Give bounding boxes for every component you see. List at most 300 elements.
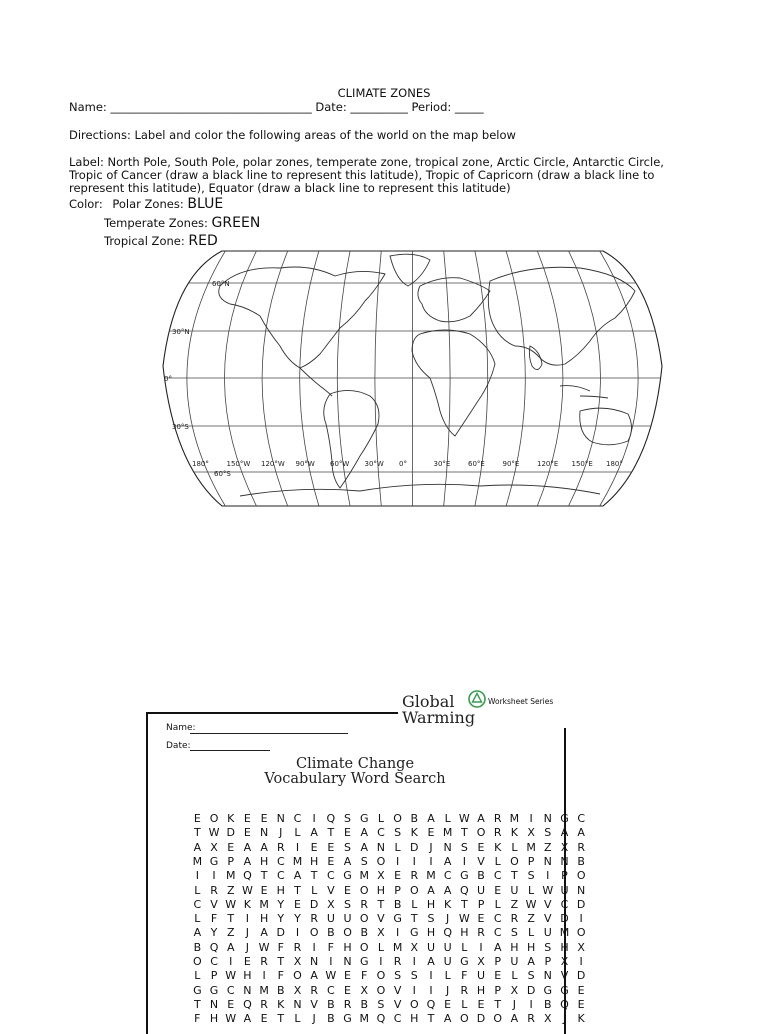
word-search-letter[interactable]: R: [260, 955, 268, 968]
word-search-letter[interactable]: E: [577, 997, 585, 1011]
word-search-letter[interactable]: B: [360, 997, 368, 1011]
word-search-letter[interactable]: U: [326, 912, 335, 926]
word-search-letter[interactable]: O: [576, 926, 586, 940]
word-search-letter[interactable]: L: [294, 826, 301, 840]
word-search-letter[interactable]: P: [527, 854, 535, 868]
word-search-letter[interactable]: B: [193, 940, 202, 954]
word-search-letter[interactable]: L: [494, 897, 501, 911]
word-search-letter[interactable]: Q: [426, 997, 436, 1011]
word-search-letter[interactable]: W: [458, 912, 470, 926]
word-search-letter[interactable]: V: [560, 969, 569, 983]
word-search-letter[interactable]: L: [511, 969, 518, 983]
word-search-letter[interactable]: G: [460, 955, 469, 968]
word-search-letter[interactable]: B: [577, 854, 585, 868]
word-search-letter[interactable]: Q: [209, 940, 219, 954]
word-search-letter[interactable]: L: [511, 840, 518, 854]
word-search-letter[interactable]: S: [544, 826, 552, 840]
word-search-letter[interactable]: U: [560, 883, 569, 897]
word-search-letter[interactable]: I: [479, 940, 483, 954]
word-search-letter[interactable]: I: [195, 869, 199, 883]
word-search-letter[interactable]: J: [446, 912, 450, 926]
word-search-letter[interactable]: I: [429, 969, 433, 983]
word-search-letter[interactable]: A: [360, 840, 368, 854]
word-search-letter[interactable]: G: [209, 983, 219, 997]
word-search-letter[interactable]: M: [192, 854, 203, 868]
word-search-letter[interactable]: E: [444, 997, 452, 1011]
word-search-letter[interactable]: O: [476, 826, 486, 840]
word-search-letter[interactable]: Q: [243, 869, 252, 883]
word-search-letter[interactable]: U: [477, 969, 486, 983]
word-search-letter[interactable]: H: [426, 926, 436, 940]
word-search-letter[interactable]: T: [494, 997, 502, 1011]
word-search-letter[interactable]: O: [209, 812, 219, 825]
word-search-letter[interactable]: H: [410, 1012, 419, 1026]
word-search-letter[interactable]: T: [260, 869, 268, 883]
word-search-letter[interactable]: R: [493, 812, 502, 825]
word-search-letter[interactable]: O: [409, 883, 419, 897]
word-search-letter[interactable]: C: [327, 869, 335, 883]
word-search-letter[interactable]: W: [525, 897, 537, 911]
word-search-letter[interactable]: H: [209, 1012, 219, 1026]
word-search-letter[interactable]: H: [343, 940, 352, 954]
word-search-letter[interactable]: L: [444, 969, 451, 983]
word-search-letter[interactable]: J: [312, 1012, 316, 1026]
word-search-letter[interactable]: V: [377, 912, 385, 926]
word-search-letter[interactable]: G: [359, 812, 369, 825]
word-search-letter[interactable]: O: [359, 912, 369, 926]
word-search-letter[interactable]: J: [245, 926, 250, 940]
word-search-letter[interactable]: O: [309, 926, 319, 940]
word-search-letter[interactable]: T: [511, 869, 518, 883]
word-search-letter[interactable]: E: [310, 840, 318, 854]
word-search-letter[interactable]: D: [526, 983, 536, 997]
ws-date-blank[interactable]: [190, 750, 270, 751]
word-search-letter[interactable]: U: [477, 883, 486, 897]
word-search-letter[interactable]: L: [461, 940, 468, 954]
word-search-letter[interactable]: U: [543, 926, 552, 940]
word-search-letter[interactable]: Y: [277, 912, 285, 926]
word-search-letter[interactable]: E: [394, 869, 402, 883]
word-search-letter[interactable]: S: [510, 926, 518, 940]
word-search-letter[interactable]: R: [460, 983, 469, 997]
word-search-letter[interactable]: N: [577, 883, 586, 897]
word-search-letter[interactable]: N: [543, 969, 552, 983]
word-search-letter[interactable]: B: [477, 869, 485, 883]
word-search-letter[interactable]: Q: [560, 997, 569, 1011]
word-search-letter[interactable]: O: [376, 983, 386, 997]
word-search-letter[interactable]: N: [310, 955, 319, 968]
word-search-letter[interactable]: L: [411, 897, 418, 911]
word-search-letter[interactable]: E: [243, 812, 251, 825]
word-search-letter[interactable]: G: [343, 869, 352, 883]
word-search-letter[interactable]: E: [327, 854, 335, 868]
word-search-letter[interactable]: W: [225, 1012, 237, 1026]
word-search-letter[interactable]: P: [394, 883, 401, 897]
word-search-letter[interactable]: R: [343, 997, 352, 1011]
word-search-letter[interactable]: A: [510, 1012, 519, 1026]
word-search-letter[interactable]: V: [327, 883, 335, 897]
word-search-letter[interactable]: B: [544, 997, 552, 1011]
word-search-letter[interactable]: V: [544, 912, 552, 926]
word-search-letter[interactable]: U: [443, 955, 452, 968]
word-search-letter[interactable]: E: [427, 826, 435, 840]
word-search-letter[interactable]: I: [262, 969, 266, 983]
word-search-letter[interactable]: M: [442, 826, 453, 840]
word-search-letter[interactable]: P: [227, 854, 235, 868]
word-search-letter[interactable]: I: [529, 997, 533, 1011]
word-search-letter[interactable]: L: [377, 940, 384, 954]
word-search-letter[interactable]: S: [394, 969, 402, 983]
word-search-letter[interactable]: H: [276, 883, 285, 897]
word-search-letter[interactable]: L: [528, 926, 535, 940]
word-search-letter[interactable]: L: [194, 969, 201, 983]
word-search-letter[interactable]: E: [344, 969, 351, 983]
word-search-letter[interactable]: T: [427, 1012, 435, 1026]
word-search-letter[interactable]: G: [209, 854, 219, 868]
word-search-letter[interactable]: O: [393, 812, 402, 825]
word-search-letter[interactable]: I: [429, 854, 433, 868]
word-search-letter[interactable]: T: [193, 826, 201, 840]
word-search-letter[interactable]: E: [193, 812, 201, 825]
word-search-letter[interactable]: G: [193, 983, 202, 997]
word-search-letter[interactable]: P: [544, 955, 552, 968]
word-search-letter[interactable]: W: [225, 969, 237, 983]
word-search-letter[interactable]: A: [243, 1012, 252, 1026]
word-search-letter[interactable]: S: [544, 940, 552, 954]
word-search-letter[interactable]: J: [562, 1012, 567, 1026]
word-search-letter[interactable]: A: [443, 854, 452, 868]
word-search-letter[interactable]: G: [460, 869, 469, 883]
word-search-letter[interactable]: E: [494, 969, 502, 983]
word-search-letter[interactable]: J: [429, 840, 433, 854]
word-search-letter[interactable]: C: [327, 983, 335, 997]
word-search-letter[interactable]: T: [277, 955, 285, 968]
word-search-letter[interactable]: H: [259, 912, 269, 926]
word-search-letter[interactable]: K: [444, 897, 452, 911]
word-search-letter[interactable]: K: [510, 826, 519, 840]
word-search-letter[interactable]: E: [494, 883, 502, 897]
word-search-letter[interactable]: C: [393, 1012, 402, 1026]
word-search-letter[interactable]: R: [510, 912, 519, 926]
word-search-letter[interactable]: T: [460, 826, 468, 840]
word-search-letter[interactable]: N: [209, 997, 219, 1011]
word-search-letter[interactable]: E: [260, 1012, 268, 1026]
word-search-letter[interactable]: W: [241, 883, 253, 897]
word-search-letter[interactable]: E: [344, 826, 351, 840]
word-search-letter[interactable]: R: [210, 883, 218, 897]
word-search-letter[interactable]: J: [245, 940, 250, 954]
word-search-letter[interactable]: T: [327, 826, 335, 840]
word-search-letter[interactable]: A: [343, 854, 352, 868]
word-search-letter[interactable]: E: [260, 812, 268, 825]
word-search-letter[interactable]: X: [210, 840, 218, 854]
word-search-letter[interactable]: X: [527, 826, 535, 840]
word-search-letter[interactable]: N: [276, 812, 285, 825]
word-search-letter[interactable]: A: [443, 883, 452, 897]
word-search-letter[interactable]: S: [527, 869, 535, 883]
word-search-letter[interactable]: A: [443, 1012, 452, 1026]
word-search-letter[interactable]: B: [327, 926, 335, 940]
word-search-letter[interactable]: M: [392, 940, 403, 954]
word-search-letter[interactable]: X: [577, 940, 585, 954]
word-search-letter[interactable]: R: [477, 926, 485, 940]
word-search-letter[interactable]: D: [276, 926, 286, 940]
word-search-letter[interactable]: V: [544, 897, 552, 911]
word-search-letter[interactable]: W: [208, 826, 220, 840]
word-search-letter[interactable]: K: [410, 826, 418, 840]
word-search-letter[interactable]: I: [412, 983, 416, 997]
word-search-letter[interactable]: A: [193, 840, 202, 854]
word-search-letter[interactable]: F: [277, 940, 284, 954]
word-search-letter[interactable]: M: [225, 869, 236, 883]
word-search-letter[interactable]: X: [293, 955, 302, 968]
word-search-letter[interactable]: R: [393, 955, 402, 968]
word-search-letter[interactable]: Y: [210, 926, 218, 940]
word-search-letter[interactable]: C: [443, 869, 452, 883]
word-search-letter[interactable]: N: [343, 955, 352, 968]
word-search-letter[interactable]: O: [359, 940, 369, 954]
word-search-letter[interactable]: M: [526, 840, 536, 854]
word-search-letter[interactable]: A: [260, 926, 268, 940]
word-search-letter[interactable]: S: [527, 969, 535, 983]
word-search-letter[interactable]: H: [510, 940, 519, 954]
word-search-letter[interactable]: H: [243, 969, 252, 983]
word-search-letter[interactable]: I: [329, 955, 333, 968]
word-search-letter[interactable]: A: [360, 826, 368, 840]
word-search-letter[interactable]: J: [446, 983, 450, 997]
word-search-letter[interactable]: G: [343, 1012, 352, 1026]
word-search-letter[interactable]: N: [543, 812, 552, 825]
word-search-letter[interactable]: A: [243, 854, 252, 868]
word-search-letter[interactable]: H: [310, 854, 319, 868]
word-search-letter[interactable]: A: [193, 926, 202, 940]
word-search-letter[interactable]: O: [359, 883, 369, 897]
word-search-letter[interactable]: C: [493, 912, 502, 926]
word-search-letter[interactable]: G: [560, 812, 569, 825]
word-search-letter[interactable]: Y: [277, 897, 285, 911]
word-search-letter[interactable]: I: [529, 812, 533, 825]
word-search-letter[interactable]: R: [493, 826, 502, 840]
word-search-letter[interactable]: H: [376, 883, 386, 897]
word-search-letter[interactable]: L: [194, 912, 201, 926]
word-search-letter[interactable]: C: [276, 869, 285, 883]
word-search-letter[interactable]: S: [460, 840, 468, 854]
word-search-letter[interactable]: P: [477, 897, 485, 911]
word-search-letter[interactable]: T: [227, 912, 235, 926]
word-search-letter[interactable]: D: [576, 969, 586, 983]
word-search-letter[interactable]: K: [577, 1012, 585, 1026]
word-search-letter[interactable]: I: [546, 869, 550, 883]
word-search-letter[interactable]: A: [293, 869, 302, 883]
word-search-letter[interactable]: I: [429, 983, 433, 997]
word-search-letter[interactable]: D: [309, 897, 319, 911]
word-search-letter[interactable]: L: [311, 883, 318, 897]
word-search-letter[interactable]: Q: [443, 926, 452, 940]
word-search-letter[interactable]: R: [527, 1012, 535, 1026]
word-search-letter[interactable]: I: [312, 940, 316, 954]
word-search-letter[interactable]: A: [310, 969, 318, 983]
word-search-letter[interactable]: L: [444, 812, 451, 825]
word-search-letter[interactable]: O: [460, 1012, 469, 1026]
word-search-letter[interactable]: N: [543, 854, 552, 868]
word-search-letter[interactable]: T: [460, 897, 468, 911]
word-search-letter[interactable]: I: [295, 840, 300, 854]
word-search-letter[interactable]: O: [493, 1012, 503, 1026]
word-search-letter[interactable]: X: [560, 955, 569, 968]
word-search-letter[interactable]: K: [227, 812, 235, 825]
word-search-letter[interactable]: P: [494, 983, 502, 997]
word-search-letter[interactable]: Q: [460, 883, 469, 897]
word-search-letter[interactable]: U: [426, 940, 435, 954]
word-search-letter[interactable]: S: [377, 997, 385, 1011]
word-search-letter[interactable]: E: [477, 997, 485, 1011]
word-search-letter[interactable]: S: [410, 969, 418, 983]
word-search-letter[interactable]: C: [210, 955, 218, 968]
word-search-letter[interactable]: O: [193, 955, 202, 968]
word-search-letter[interactable]: Z: [510, 897, 519, 911]
word-search-letter[interactable]: U: [510, 955, 519, 968]
word-search-letter[interactable]: I: [412, 854, 416, 868]
word-search-letter[interactable]: L: [394, 840, 401, 854]
word-search-letter[interactable]: W: [542, 883, 554, 897]
ws-name-blank[interactable]: [190, 733, 348, 734]
word-search-letter[interactable]: D: [226, 826, 235, 840]
word-search-letter[interactable]: W: [225, 897, 237, 911]
word-search-letter[interactable]: T: [277, 1012, 285, 1026]
word-search-letter[interactable]: M: [259, 983, 269, 997]
word-search-letter[interactable]: G: [410, 926, 419, 940]
word-search-letter[interactable]: I: [312, 812, 316, 825]
word-search-letter[interactable]: A: [577, 826, 585, 840]
word-search-letter[interactable]: V: [477, 854, 485, 868]
word-search-letter[interactable]: U: [510, 883, 519, 897]
word-search-letter[interactable]: O: [409, 997, 419, 1011]
word-search-letter[interactable]: I: [462, 854, 466, 868]
word-search-letter[interactable]: I: [579, 955, 583, 968]
word-search-letter[interactable]: A: [427, 955, 435, 968]
word-search-letter[interactable]: L: [494, 854, 501, 868]
word-search-letter[interactable]: O: [376, 969, 386, 983]
word-search-letter[interactable]: A: [560, 826, 569, 840]
word-search-letter[interactable]: I: [245, 912, 250, 926]
word-search-letter[interactable]: L: [194, 883, 201, 897]
word-search-letter[interactable]: V: [393, 983, 402, 997]
word-search-letter[interactable]: N: [243, 983, 252, 997]
word-search-letter[interactable]: F: [361, 969, 368, 983]
word-search-letter[interactable]: H: [476, 983, 486, 997]
word-search-letter[interactable]: A: [260, 840, 268, 854]
word-search-letter[interactable]: O: [293, 969, 302, 983]
word-search-letter[interactable]: R: [410, 869, 419, 883]
word-search-letter[interactable]: X: [510, 983, 519, 997]
word-search-letter[interactable]: N: [376, 840, 386, 854]
word-search-letter[interactable]: G: [393, 912, 402, 926]
word-search-letter[interactable]: X: [377, 926, 385, 940]
word-search-letter[interactable]: T: [310, 869, 318, 883]
word-search-letter[interactable]: Y: [294, 912, 301, 926]
word-search-letter[interactable]: J: [512, 997, 517, 1011]
word-search-letter[interactable]: W: [458, 812, 470, 825]
word-search-letter[interactable]: I: [212, 869, 216, 883]
word-search-letter[interactable]: S: [344, 812, 352, 825]
word-search-letter[interactable]: Z: [226, 926, 235, 940]
word-search-letter[interactable]: E: [344, 883, 351, 897]
word-search-letter[interactable]: I: [295, 926, 300, 940]
word-search-letter[interactable]: B: [327, 1012, 335, 1026]
word-search-letter[interactable]: Q: [326, 812, 336, 825]
word-search-letter[interactable]: H: [426, 897, 436, 911]
word-search-letter[interactable]: R: [310, 983, 318, 997]
word-search-letter[interactable]: X: [477, 955, 485, 968]
word-search-letter[interactable]: X: [293, 983, 302, 997]
word-search-letter[interactable]: K: [277, 997, 285, 1011]
word-search-letter[interactable]: I: [379, 955, 383, 968]
word-search-letter[interactable]: T: [377, 897, 385, 911]
word-search-letter[interactable]: B: [327, 997, 335, 1011]
word-search-letter[interactable]: T: [410, 912, 418, 926]
word-search-letter[interactable]: R: [577, 840, 585, 854]
word-search-letter[interactable]: A: [310, 826, 318, 840]
word-search-letter[interactable]: W: [258, 940, 270, 954]
word-search-letter[interactable]: E: [344, 983, 351, 997]
word-search-letter[interactable]: X: [377, 869, 385, 883]
word-search-letter[interactable]: S: [360, 854, 368, 868]
word-search-letter[interactable]: F: [461, 969, 468, 983]
word-search-letter[interactable]: O: [576, 869, 586, 883]
word-search-letter[interactable]: E: [477, 912, 485, 926]
word-search-letter[interactable]: U: [443, 940, 452, 954]
word-search-letter[interactable]: I: [229, 955, 233, 968]
word-search-letter[interactable]: A: [493, 940, 502, 954]
word-search-letter[interactable]: R: [260, 997, 268, 1011]
word-search-letter[interactable]: N: [443, 840, 452, 854]
word-search-letter[interactable]: M: [359, 1012, 369, 1026]
word-search-letter[interactable]: E: [327, 840, 335, 854]
word-search-letter[interactable]: R: [310, 912, 318, 926]
word-search-letter[interactable]: N: [293, 997, 302, 1011]
word-search-letter[interactable]: H: [526, 940, 536, 954]
word-search-letter[interactable]: X: [544, 1012, 552, 1026]
word-search-letter[interactable]: B: [277, 983, 285, 997]
word-search-letter[interactable]: C: [377, 826, 385, 840]
word-search-letter[interactable]: S: [394, 826, 402, 840]
word-search-letter[interactable]: X: [327, 897, 335, 911]
word-search-letter[interactable]: R: [276, 840, 285, 854]
word-search-letter[interactable]: I: [395, 854, 400, 868]
word-search-letter[interactable]: C: [193, 897, 202, 911]
word-search-letter[interactable]: F: [277, 969, 284, 983]
word-search-letter[interactable]: I: [579, 912, 583, 926]
word-search-letter[interactable]: Q: [243, 997, 252, 1011]
word-search-letter[interactable]: B: [410, 812, 419, 825]
word-search-letter[interactable]: X: [560, 840, 569, 854]
word-search-letter[interactable]: O: [376, 854, 386, 868]
word-search-letter[interactable]: N: [560, 854, 569, 868]
word-search-letter[interactable]: S: [344, 840, 352, 854]
word-search-letter[interactable]: A: [226, 940, 235, 954]
word-search-letter[interactable]: F: [194, 1012, 201, 1026]
word-search-letter[interactable]: E: [243, 955, 251, 968]
word-search-letter[interactable]: U: [343, 912, 352, 926]
word-search-letter[interactable]: R: [293, 940, 302, 954]
word-search-letter[interactable]: D: [410, 840, 419, 854]
word-search-letter[interactable]: O: [343, 926, 352, 940]
word-search-letter[interactable]: M: [259, 897, 269, 911]
word-search-letter[interactable]: F: [210, 912, 218, 926]
word-search-letter[interactable]: L: [461, 997, 468, 1011]
word-search-letter[interactable]: D: [560, 912, 569, 926]
word-search-letter[interactable]: C: [493, 926, 502, 940]
